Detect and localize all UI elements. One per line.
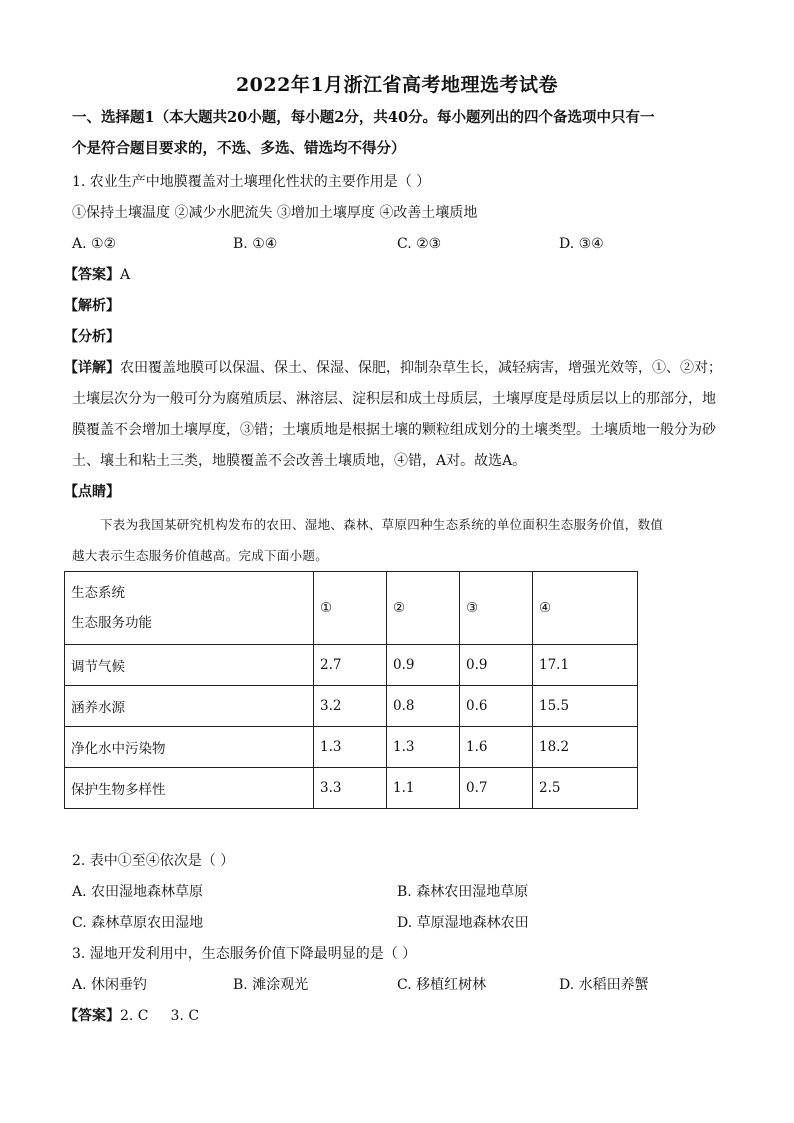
section-heading-line1: 一、选择题1（本大题共20小题，每小题2分，共40分。每小题列出的四个备选项中只有一 (72, 109, 655, 126)
table-row (65, 686, 638, 727)
table-cell: 17.1 (533, 645, 638, 686)
q1-stem: 1. 农业生产中地膜覆盖对土壤理化性状的主要作用是（ ） (72, 174, 431, 190)
q2-option-a: A. 农田湿地森林草原 (72, 884, 204, 900)
table-cell: 2.5 (533, 768, 638, 809)
q23-answer (64, 1006, 199, 1026)
table-intro-line1: 下表为我国某研究机构发布的农田、湿地、森林、草原四种生态系统的单位面积生态服务价值，数值 (100, 517, 664, 532)
q2-option-d: D. 草原湿地森林农田 (397, 915, 529, 931)
fenxi-tag: 【分析】 (64, 329, 120, 345)
row-label: 调节气候 (65, 645, 314, 686)
row-label: 保护生物多样性 (65, 768, 314, 809)
ecosystem-value-table (64, 571, 638, 809)
q1-option-d: D. ③④ (559, 236, 604, 252)
q3-option-c: C. 移植红树林 (397, 977, 487, 993)
detail-line-1 (64, 358, 722, 378)
q3-option-d: D. 水稻田养蟹 (559, 977, 649, 993)
detail-tag: 【详解】 (64, 360, 120, 376)
table-row (65, 645, 638, 686)
table-cell: 0.9 (460, 645, 533, 686)
table-cell: 1.6 (460, 727, 533, 768)
table-intro-line2: 越大表示生态服务价值越高。完成下面小题。 (72, 548, 329, 563)
detail-line-4: 土、壤土和粘土三类，地膜覆盖不会改善土壤质地，④错，A对。故选A。 (72, 453, 527, 469)
table-cell: 0.7 (460, 768, 533, 809)
q1-answer (64, 265, 130, 285)
header-function-label: 生态服务功能 (71, 615, 152, 631)
table-cell: 3.3 (314, 768, 387, 809)
table-cell: 15.5 (533, 686, 638, 727)
table-cell: 0.8 (387, 686, 460, 727)
table-header-row (65, 572, 638, 645)
q1-option-a: A. ①② (72, 236, 117, 252)
detail-line-2: 土壤层次分为一般可分为腐殖质层、淋溶层、淀积层和成土母质层，土壤厚度是母质层以上的那部分，地 (72, 391, 716, 407)
table-cell: 1.3 (314, 727, 387, 768)
q3-stem: 3. 湿地开发利用中，生态服务价值下降最明显的是（ ） (72, 946, 417, 962)
answer-tag: 【答案】 (64, 267, 120, 283)
table-cell: 2.7 (314, 645, 387, 686)
table-cell: 18.2 (533, 727, 638, 768)
detail-text-1: 农田覆盖地膜可以保温、保土、保湿、保肥，抑制杂草生长，减轻病害，增强光效等，①、②对； (120, 360, 722, 376)
row-label: 净化水中污染物 (65, 727, 314, 768)
q3-option-a: A. 休闲垂钓 (72, 977, 148, 993)
row-label: 涵养水源 (65, 686, 314, 727)
q3-option-b: B. 滩涂观光 (233, 977, 309, 993)
q1-option-b: B. ①④ (233, 236, 278, 252)
q2-option-b: B. 森林农田湿地草原 (397, 884, 529, 900)
answer-q2: 2. C (120, 1008, 149, 1024)
detail-line-3: 膜覆盖不会增加土壤厚度，③错；土壤质地是根据土壤的颗粒组成划分的土壤类型。土壤质地一般分为砂 (72, 422, 716, 438)
table-cell: 0.6 (460, 686, 533, 727)
table-cell: 1.1 (387, 768, 460, 809)
q1-option-c: C. ②③ (397, 236, 442, 252)
table-row (65, 768, 638, 809)
column-header-2: ② (387, 572, 460, 645)
page-title: 2022年1月浙江省高考地理选考试卷 (235, 74, 559, 96)
analysis-tag: 【解析】 (64, 298, 120, 314)
table-cell: 3.2 (314, 686, 387, 727)
table-cell: 1.3 (387, 727, 460, 768)
dianjing-tag: 【点睛】 (64, 484, 120, 500)
answer-q3: 3. C (170, 1008, 200, 1024)
section-heading-line2: 个是符合题目要求的，不选、多选、错选均不得分） (72, 140, 406, 157)
table-corner-cell (65, 572, 314, 645)
column-header-4: ④ (533, 572, 638, 645)
header-ecosystem-label: 生态系统 (71, 585, 125, 601)
column-header-3: ③ (460, 572, 533, 645)
q2-option-c: C. 森林草原农田湿地 (72, 915, 204, 931)
answer-value: A (120, 267, 131, 283)
column-header-1: ① (314, 572, 387, 645)
table-row (65, 727, 638, 768)
table-cell: 0.9 (387, 645, 460, 686)
answer-tag: 【答案】 (64, 1008, 120, 1024)
q1-items: ①保持土壤温度 ②减少水肥流失 ③增加土壤厚度 ④改善土壤质地 (72, 205, 478, 221)
q2-stem: 2. 表中①至④依次是（ ） (72, 853, 235, 869)
